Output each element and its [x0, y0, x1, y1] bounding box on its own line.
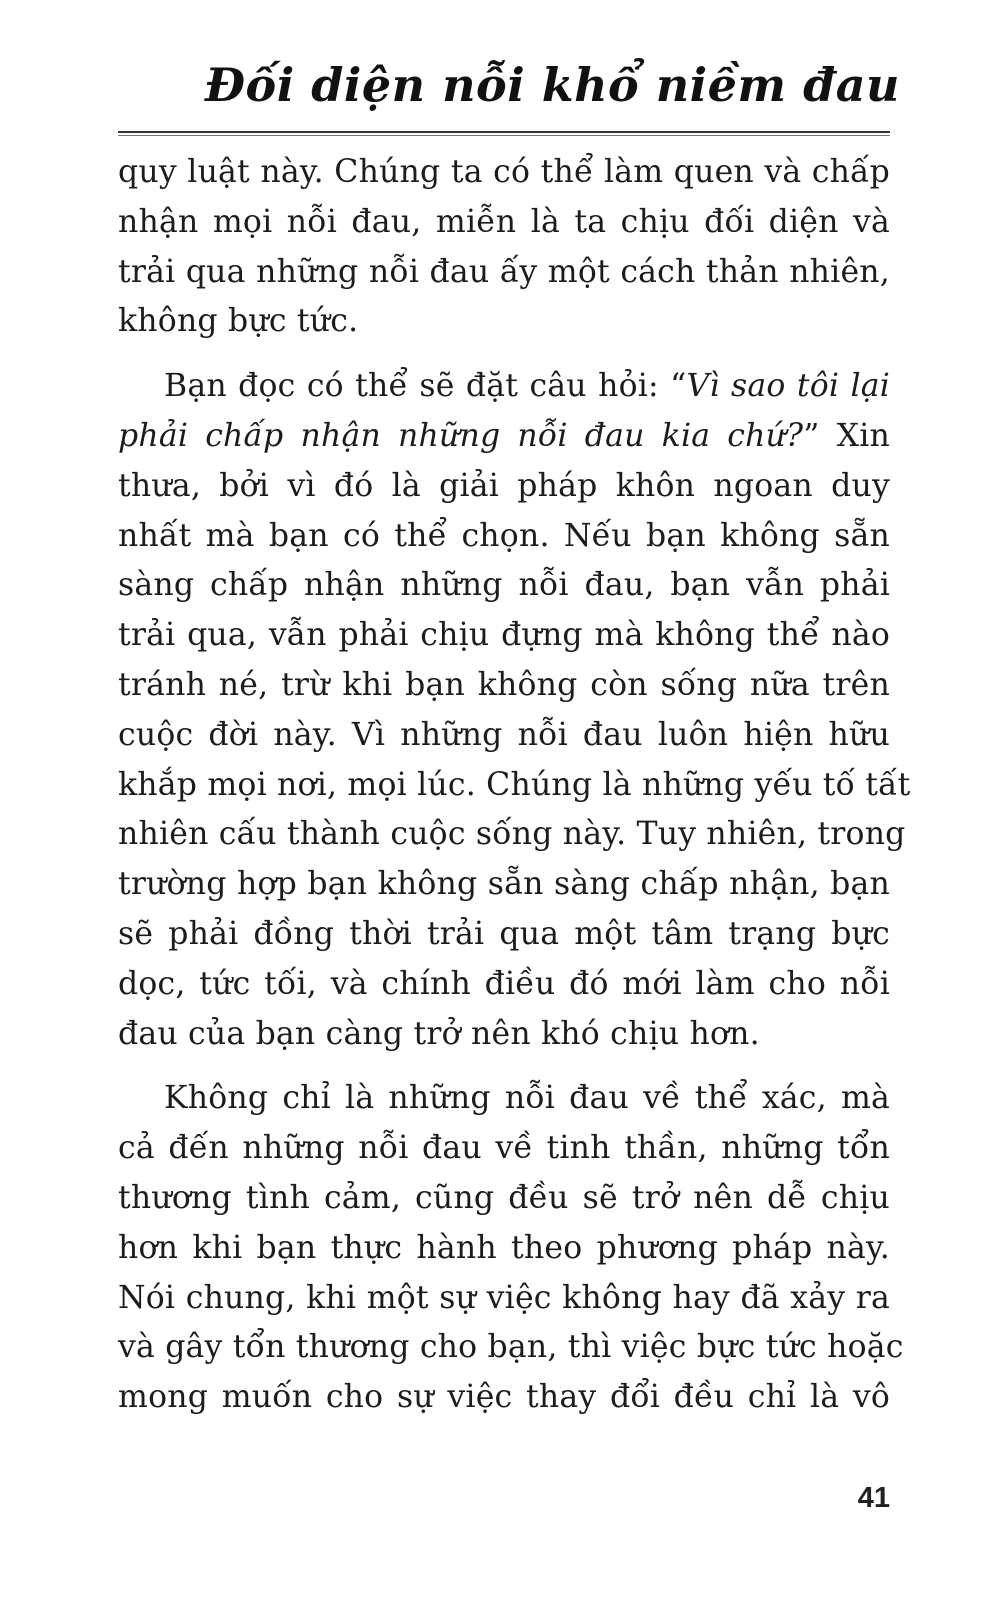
text-line: sẽ phải đồng thời trải qua một tâm trạng bực — [118, 915, 890, 952]
text-line: dọc, tức tối, và chính điều đó mới làm cho nỗi — [118, 965, 890, 1002]
text-line: khắp mọi nơi, mọi lúc. Chúng là những yếu tố tất — [118, 766, 911, 803]
text-line — [118, 362, 890, 412]
text-line: mong muốn cho sự việc thay đổi đều chỉ là vô — [118, 1379, 890, 1416]
text-line: trường hợp bạn không sẵn sàng chấp nhận, bạn — [118, 866, 890, 903]
paragraph-2 — [118, 362, 911, 1059]
text-line — [118, 412, 890, 462]
text-line: sàng chấp nhận những nỗi đau, bạn vẫn phải — [118, 567, 890, 604]
text-line: đau của bạn càng trở nên khó chịu hơn. — [118, 1015, 760, 1052]
text-line: nhiên cấu thành cuộc sống này. Tuy nhiên, trong — [118, 816, 906, 853]
text-line: nhận mọi nỗi đau, miễn là ta chịu đối diện và — [118, 203, 890, 240]
text-line: cả đến những nỗi đau về tinh thần, những tổn — [118, 1130, 890, 1167]
text-line: nhất mà bạn có thể chọn. Nếu bạn không sẵn — [118, 517, 890, 554]
page-number: 41 — [857, 1482, 890, 1514]
header-rule-secondary — [118, 135, 890, 136]
text-line: tránh né, trừ khi bạn không còn sống nữa trên — [118, 666, 890, 703]
text-run: Bạn đọc có thể sẽ đặt câu hỏi: “ — [164, 368, 687, 405]
text-line: Nói chung, khi một sự việc không hay đã xảy ra — [118, 1279, 890, 1316]
text-line: trải qua những nỗi đau ấy một cách thản nhiên, — [118, 253, 890, 290]
text-line: quy luật này. Chúng ta có thể làm quen và chấp — [118, 154, 890, 190]
text-line: và gây tổn thương cho bạn, thì việc bực tức hoặc — [118, 1329, 904, 1366]
text-run: ” Xin — [803, 417, 891, 454]
text-line: thương tình cảm, cũng đều sẽ trở nên dễ chịu — [118, 1179, 890, 1216]
text-line: thưa, bởi vì đó là giải pháp khôn ngoan duy — [118, 467, 890, 504]
body-text — [118, 148, 911, 1423]
text-line: hơn khi bạn thực hành theo phương pháp này. — [118, 1229, 890, 1266]
text-line: Không chỉ là những nỗi đau về thể xác, mà — [164, 1080, 890, 1117]
text-line: trải qua, vẫn phải chịu đựng mà không thể nào — [118, 617, 890, 654]
text-line: không bực tức. — [118, 303, 359, 340]
paragraph-3 — [118, 1074, 904, 1423]
header-rule — [118, 131, 890, 133]
paragraph-1 — [118, 148, 890, 347]
quoted-question-cont: phải chấp nhận những nỗi đau kia chứ? — [118, 417, 804, 454]
text-line: cuộc đời này. Vì những nỗi đau luôn hiện hữu — [118, 716, 890, 753]
quoted-question: Vì sao tôi lại — [686, 368, 890, 405]
running-header-title: Đối diện nỗi khổ niềm đau — [204, 58, 900, 112]
